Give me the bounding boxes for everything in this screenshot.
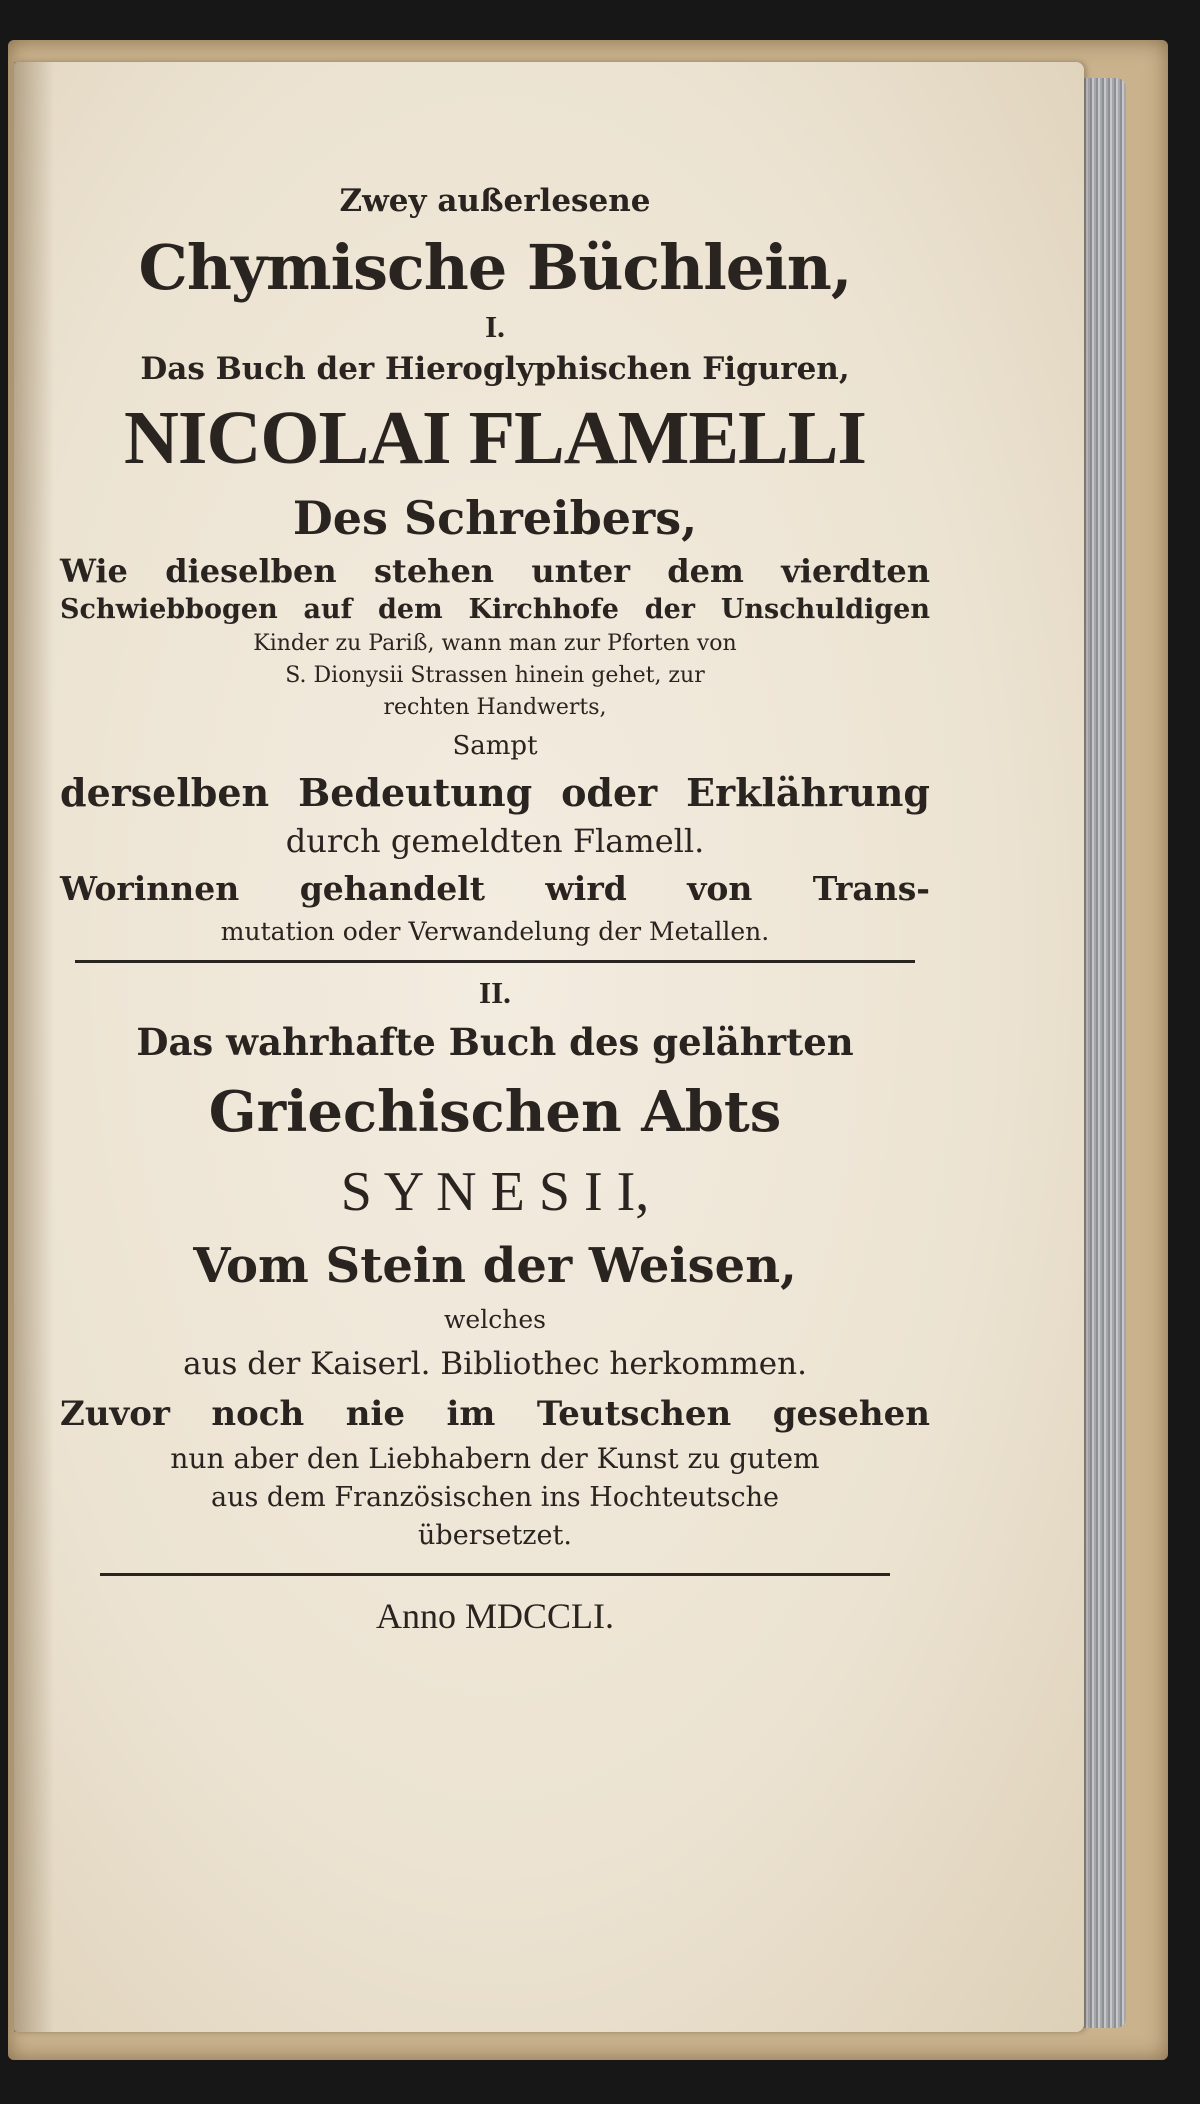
spine-shadow bbox=[14, 62, 54, 2032]
location-line-3: Kinder zu Pariß, wann man zur Pforten von bbox=[253, 631, 737, 656]
part-one-title: Das Buch der Hieroglyphischen Figuren, bbox=[140, 351, 850, 387]
for-lovers-line: nun aber den Liebhabern der Kunst zu gutem bbox=[170, 1442, 820, 1475]
by-flamell-line: durch gemeldten Flamell. bbox=[285, 822, 705, 860]
location-line-2: Schwiebbogen auf dem Kirchhofe der Unschuldigen bbox=[60, 594, 930, 625]
uebersetzet-line: übersetzet. bbox=[418, 1520, 572, 1551]
location-line-4: S. Dionysii Strassen hinein gehet, zur bbox=[285, 663, 705, 688]
imperial-library-line: aus der Kaiserl. Bibliothec herkommen. bbox=[183, 1346, 807, 1382]
greek-abbot-line: Griechischen Abts bbox=[208, 1079, 782, 1145]
part-one-numeral: I. bbox=[485, 309, 505, 344]
main-title: Chymische Büchlein, bbox=[138, 231, 852, 304]
meaning-line: derselben Bedeutung oder Erklährung bbox=[60, 770, 930, 815]
location-line-5: rechten Handwerts, bbox=[383, 695, 607, 720]
location-line-1: Wie dieselben stehen unter dem vierdten bbox=[60, 552, 930, 590]
divider-rule-1 bbox=[75, 960, 915, 963]
author-role: Des Schreibers, bbox=[292, 491, 698, 545]
author-name-flamelli: NICOLAI FLAMELLI bbox=[124, 396, 866, 480]
transmutation-line-2: mutation oder Verwandelung der Metallen. bbox=[220, 917, 770, 946]
divider-rule-2 bbox=[100, 1573, 890, 1576]
welches-line: welches bbox=[444, 1305, 546, 1334]
intro-line: Zwey außerlesene bbox=[339, 183, 651, 219]
part-two-title: Das wahrhafte Buch des gelährten bbox=[136, 1020, 854, 1064]
philosophers-stone-line: Vom Stein der Weisen, bbox=[193, 1238, 797, 1294]
author-name-synesii: S Y N E S I I, bbox=[340, 1161, 650, 1223]
part-two-numeral: II. bbox=[479, 975, 511, 1010]
title-page-text bbox=[60, 180, 930, 1646]
translated-from-line: aus dem Französischen ins Hochteutsche bbox=[211, 1482, 779, 1513]
page-edges bbox=[1078, 78, 1126, 2028]
transmutation-line-1: Worinnen gehandelt wird von Trans- bbox=[60, 869, 930, 908]
imprint-year: Anno MDCCLI. bbox=[375, 1596, 614, 1636]
never-seen-line: Zuvor noch nie im Teutschen gesehen bbox=[60, 1394, 930, 1434]
sampt-line: Sampt bbox=[452, 731, 538, 761]
